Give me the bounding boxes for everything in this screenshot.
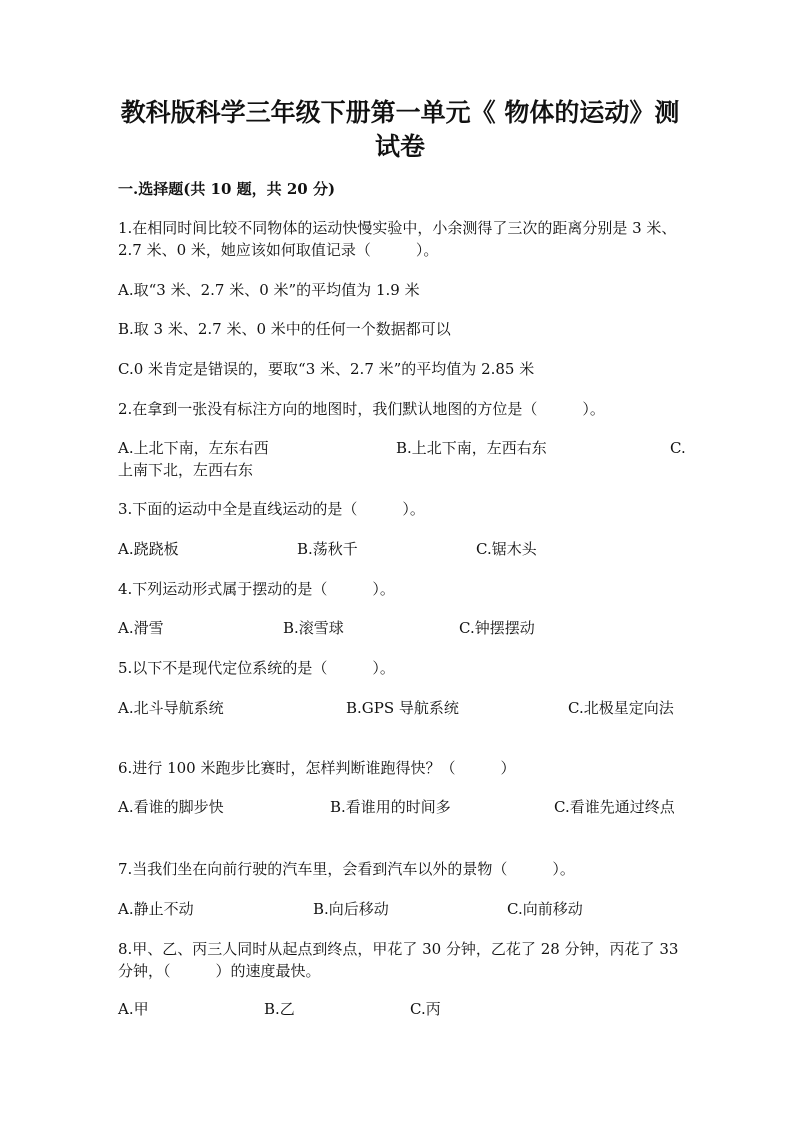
question-6-option-a: A.看谁的脚步快	[118, 798, 224, 816]
question-8-option-c: C.丙	[410, 1000, 441, 1018]
question-2-option-a: A.上北下南，左东右西	[118, 439, 269, 457]
question-6-option-b: B.看谁用的时间多	[330, 798, 451, 816]
question-8-option-b: B.乙	[264, 1000, 295, 1018]
question-4-option-c: C.钟摆摆动	[459, 619, 535, 637]
question-4-stem: 4.下列运动形式属于摆动的是（ ）。	[118, 580, 395, 598]
page-title: 教科版科学三年级下册第一单元《 物体的运动》测试卷	[120, 98, 680, 161]
question-3-option-a: A.跷跷板	[118, 540, 179, 558]
question-7-option-a: A.静止不动	[118, 900, 194, 918]
question-5-option-a: A.北斗导航系统	[118, 699, 224, 717]
question-3-option-b: B.荡秋千	[297, 540, 358, 558]
question-5-option-c: C.北极星定向法	[568, 699, 674, 717]
question-3-stem: 3.下面的运动中全是直线运动的是（ ）。	[118, 500, 425, 518]
question-1-stem: 1.在相同时间比较不同物体的运动快慢实验中，小余测得了三次的距离分别是 3 米、2.7 米、0 米，她应该如何取值记录（ ）。	[118, 219, 677, 259]
question-8-stem: 8.甲、乙、丙三人同时从起点到终点，甲花了 30 分钟，乙花了 28 分钟，丙花了 33 分钟，（ ）的速度最快。	[118, 940, 679, 980]
question-7-option-c: C.向前移动	[507, 900, 583, 918]
question-2-option-c: C.上南下北，左西右东	[118, 439, 686, 479]
question-7-option-b: B.向后移动	[313, 900, 389, 918]
question-6-option-c: C.看谁先通过终点	[554, 798, 675, 816]
question-3-option-c: C.锯木头	[476, 540, 537, 558]
question-2-stem: 2.在拿到一张没有标注方向的地图时，我们默认地图的方位是（ ）。	[118, 400, 605, 418]
question-4-option-b: B.滚雪球	[283, 619, 344, 637]
question-2-option-b: B.上北下南，左西右东	[396, 439, 547, 457]
question-5-stem: 5.以下不是现代定位系统的是（ ）。	[118, 659, 395, 677]
section-heading: 一.选择题(共 10 题，共 20 分)	[118, 180, 336, 198]
question-1-option-c: C.0 米肯定是错误的，要取“3 米、2.7 米”的平均值为 2.85 米	[118, 360, 535, 378]
question-7-stem: 7.当我们坐在向前行驶的汽车里，会看到汽车以外的景物（ ）。	[118, 860, 575, 878]
question-1-option-a: A.取“3 米、2.7 米、0 米”的平均值为 1.9 米	[118, 281, 420, 299]
question-6-stem: 6.进行 100 米跑步比赛时，怎样判断谁跑得快？（ ）	[118, 759, 516, 777]
question-5-option-b: B.GPS 导航系统	[346, 699, 459, 717]
question-8-option-a: A.甲	[118, 1000, 149, 1018]
question-1-option-b: B.取 3 米、2.7 米、0 米中的任何一个数据都可以	[118, 320, 451, 338]
question-4-option-a: A.滑雪	[118, 619, 164, 637]
